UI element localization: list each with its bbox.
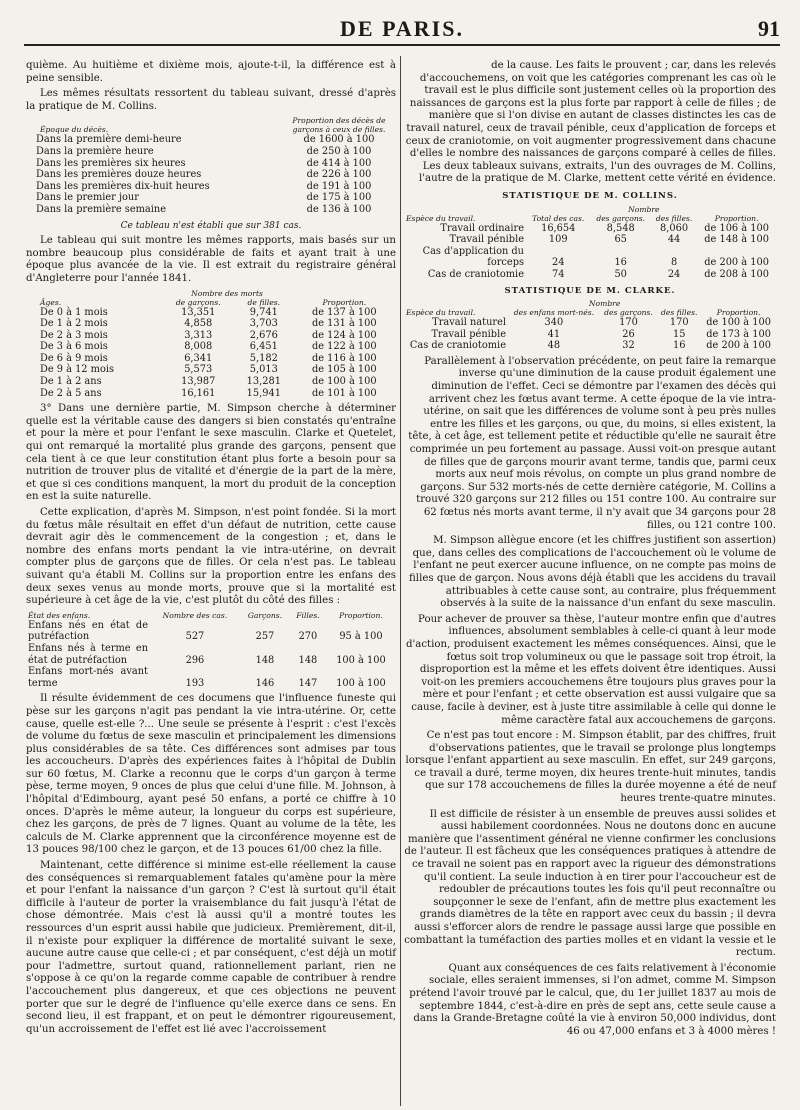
paragraph: Pour achever de prouver sa thèse, l'auteur montre enfin que d'autres influences, absolument semblables à celle-ci quant à leur mode d'action, produisent exactement les mêmes conséquences. Ainsi, que le fœtus soit trop volumineux ou que le passage soit trop étroit, la disproportion est la même et les effets doivent être identiques. Aussi voit-on les premiers accouchemens être toujours plus graves pour la mère et pour l'enfant ; et cette observation est aussi vulgaire que sa cause, facile à deviner, est à juste titre assimilable à celle qui donne le même caractère fatal aux accouchemens de garçons. [405, 613, 777, 726]
paragraph: Les mêmes résultats ressortent du tableau suivant, dressé d'après la pratique de M. Collins. [26, 88, 396, 112]
table-row: Travail ordinaire 16,654 8,548 8,060 de 106 à 100 [440, 222, 769, 234]
table-clarke-statistics: Nombre Espèce du travail. des enfans mort-nés. des garçons. des filles. Proportion. Travail naturel 340 170 170 de 100 à 100 Travail pénible 41 26 15 de 173 à 100 Cas de craniotomie 48 32 16 de 200 à 100 [404, 299, 776, 352]
table-row: Travail pénible 109 65 44 de 148 à 100 [449, 234, 769, 246]
table-row: Enfans mort-nés avant terme 193 146 147 100 à 100 [28, 666, 386, 689]
paragraph: Ce n'est pas tout encore : M. Simpson établit, par des chiffres, fruit d'observations patientes, que le travail se prolonge plus longtemps lorsque l'enfant appartient au sexe masculin. En effet, sur 249 garçons, ce travail a duré, terme moyen, dix heures trente-huit minutes, tandis que sur 178 accouchemens de filles la durée moyenne a été de neuf heures trente-quatre minutes. [405, 730, 776, 805]
table-row: Cas de craniotomie 74 50 24 de 208 à 100 [427, 268, 769, 280]
paragraph: Maintenant, cette différence si minime est-elle réellement la cause des conséquences si remarquablement fatales qu'amène pour la mère et pour l'enfant la naissance d'un garçon ? C'est là surtout qu'il était difficile à l'auteur de porter la vraisemblance du fait jusqu'à l'état de chose démontrée. Mais c'est là aussi qu'il a montré toutes les ressources d'un esprit aussi habile que judicieux. Premièrement, dit-il, il n'existe pour expliquer la différence de mortalité suivant le sexe, aucune autre cause que celle-ci ; et par conséquent, c'est déjà un motif pour l'admettre, surtout quand, rationnellement parlant, rien ne s'oppose à ce qu'on la regarde comme capable de contribuer à rendre l'accouchement plus dangereux, et que ces objections ne peuvent porter que sur le degré de l'influence qu'elle exerce dans ce sens. En second lieu, il est frappant, et on peut le démontrer rigoureusement, qu'un accroissement de l'effet est lié avec l'accroissement [26, 860, 396, 1035]
table-row: Enfans nés à terme en état de putréfaction 296 148 148 100 à 100 [28, 642, 386, 666]
table-row: Dans les premières dix-huit heures de 191 à 100 [36, 180, 372, 192]
table-row: Travail naturel 340 170 170 de 100 à 100 [432, 317, 771, 329]
column-divider [400, 56, 401, 1106]
table-group-header: Nombre des morts [191, 288, 263, 298]
paragraph: Il est difficile de résister à un ensemble de preuves aussi solides et aussi habilement coordonnées. Nous ne doutons donc en aucune manière que l'assentiment général ne vienne confirmer les conclusions de l'auteur. Il est fâcheux que les conséquences pratiques à attendre de ce travail ne soient pas en rapport avec la rigueur des démonstrations qu'il contient. La seule induction à en tirer pour l'accoucheur est de redoubler de précautions toutes les fois qu'il peut reconnaître ou soupçonner le sexe de l'enfant, afin de mettre plus exactement les grands diamètres de la tête en rapport avec ceux du bassin ; il devra aussi s'efforcer alors de rendre le passage aussi large que possible en combattant la tuméfaction des parties molles et en vidant la vessie et le rectum. [404, 808, 776, 959]
table-row: Dans les premières six heures de 414 à 100 [36, 157, 372, 169]
table-group-header: Nombre [628, 204, 660, 214]
page-number: 91 [758, 16, 780, 41]
table-row: Travail pénible 41 26 15 de 173 à 100 [431, 328, 771, 340]
table-row: Dans la première heure de 250 à 100 [36, 145, 372, 157]
right-column [404, 60, 776, 1041]
paragraph: Le tableau qui suit montre les mêmes rapports, mais basés sur un nombre beaucoup plus considérable de faits et ayant trait à une époque plus avancée de la vie. Il est extrait du registraire général d'Angleterre pour l'année 1841. [26, 235, 396, 284]
table-deaths-by-age: Nombre des morts Âges. de garçons. de filles. Proportion. De 0 à 1 mois 13,351 9,741 de 137 à 100 De 1 à 2 mois 4,858 3,703 de 131 à 100 De 2 à 3 mois 3,313 2,676 de 124 à 100 De 3 à 6 mois 8,008 6,451 de 122 à 100 De 6 à 9 mois 6,341 5,182 de 116 à 100 De 9 à 12 mois 5,573 5,013 de 105 à 100 De 1 à 2 ans 13,987 13,281 de 100 à 100 De 2 à 5 ans 16,161 15,941 de 101 à 100 [26, 289, 396, 400]
table-row: Dans la première semaine de 136 à 100 [36, 203, 372, 215]
table-stillbirths: État des enfans. Nombre des cas. Garçons. Filles. Proportion. Enfans nés en état de putréfaction 527 257 270 95 à 100 Enfans nés à terme en état de putréfaction 296 148 148 100 à 100 Enfans mort-nés avant terme 193 146 147 100 à 100 [26, 611, 396, 690]
table-row: Cas de craniotomie 48 32 16 de 200 à 100 [409, 340, 771, 352]
table-row: Dans les premières douze heures de 226 à 100 [36, 169, 372, 181]
table-row: De 2 à 5 ans 16,161 15,941 de 101 à 100 [40, 387, 377, 399]
table-header: Proportion des décès de garçons à ceux de filles. [292, 116, 386, 135]
table-row: De 1 à 2 ans 13,987 13,281 de 100 à 100 [40, 376, 377, 388]
table-row: De 2 à 3 mois 3,313 2,676 de 124 à 100 [40, 329, 377, 341]
table-row: Dans la première demi-heure de 1600 à 100 [36, 134, 375, 146]
table-deaths-by-epoch [26, 116, 396, 215]
table-row: Dans le premier jour de 175 à 100 [36, 192, 372, 204]
table-collins-statistics: Nombre Espèce du travail. Total des cas. des garçons. des filles. Proportion. Travail ordinaire 16,654 8,548 8,060 de 106 à 100 Travail pénible 109 65 44 de 148 à 100 Cas d'application du forceps 24 16 8 de 200 à 100 Cas de craniotomie 74 50 24 de 208 à 100 [404, 205, 776, 281]
table-row: De 3 à 6 mois 8,008 6,451 de 122 à 100 [40, 341, 377, 353]
page-header [24, 14, 780, 46]
paragraph: Cette explication, d'après M. Simpson, n'est point fondée. Si la mort du fœtus mâle résultait en effet d'un défaut de nutrition, cette cause devrait agir dès le commencement de la congestion ; et, dans le nombre des enfans morts pendant la vie intra-utérine, on devrait compter plus de garçons que de filles. Or cela n'est pas. Le tableau suivant qu'a établi M. Collins sur la proportion entre les enfans des deux sexes venus au monde morts, prouve que si la mortalité est supérieure à cet âge de la vie, c'est plutôt du côté des filles : [26, 507, 396, 607]
paragraph: M. Simpson allègue encore (et les chiffres justifient son assertion) que, dans celles des complications de l'accouchement où le volume de l'enfant ne peut exercer aucune influence, on ne compte pas moins de filles que de garçon. Nous avons déjà établi que les accidens du travail attribuables à cette cause sont, au contraire, plus fréquemment observés à la suite de la naissance d'un enfant du sexe masculin. [409, 535, 776, 610]
table-title: STATISTIQUE DE M. COLLINS. [502, 190, 678, 201]
masthead-title: DE PARIS. [340, 16, 464, 41]
table-row: De 6 à 9 mois 6,341 5,182 de 116 à 100 [40, 352, 377, 364]
table-header: Époque du décès. [40, 125, 109, 135]
table-row: Enfans nés en état de putréfaction 527 257 270 95 à 100 [28, 619, 383, 643]
paragraph: 3° Dans une dernière partie, M. Simpson cherche à déterminer quelle est la véritable cause des dangers si bien constatés qu'entraîne et pour la mère et pour l'enfant le sexe masculin. Clarke et Quetelet, qui ont remarqué la mortalité plus grande des garçons, pensent que cela tient à ce que leur constitution étant plus forte a besoin pour sa nutrition de trouver plus de vitalité et d'énergie de la part de la mère, et que si ces conditions manquent, la mort du produit de la conception en est la suite naturelle. [26, 403, 396, 503]
paragraph: Parallèlement à l'observation précédente, on peut faire la remarque inverse qu'une diminution de la cause produit également une diminution de l'effet. Ceci se démontre par l'examen des décès qui arrivent chez les fœtus avant terme. A cette époque de la vie intra-utérine, on sait que les différences de volume sont à peu près nulles entre les filles et les garçons, ou que, du moins, si elles existent, la tête, à cet âge, est tellement petite et réductible qu'elle ne saurait être comprimée un peu fortement au passage. Aussi voit-on presque autant de filles que de garçons mourir avant terme, tandis que, parmi ceux morts aux neuf mois révolus, on compte un plus grand nombre de garçons. Sur 532 morts-nés de cette dernière catégorie, M. Collins a trouvé 320 garçons sur 212 filles ou 151 contre 100. Au contraire sur 62 fœtus nés morts avant terme, il n'y avait que 34 garçons pour 28 filles, ou 121 contre 100. [408, 355, 776, 531]
paragraph: quième. Au huitième et dixième mois, ajoute-t-il, la différence est à peine sensible. [26, 60, 396, 84]
table-row: De 9 à 12 mois 5,573 5,013 de 105 à 100 [40, 364, 377, 376]
paragraph: Il résulte évidemment de ces documens que l'influence funeste qui pèse sur les garçons n'agit pas pendant la vie intra-utérine. Or, cette cause, quelle est-elle ?... Une seule se présente à l'esprit : c'est l'excès de volume du fœtus de sexe masculin et principalement les dimensions plus considérables de sa tête. Ces différences sont admises par tous les accoucheurs. D'après des expériences faites à l'hôpital de Dublin sur 60 fœtus, M. Clarke a reconnu que le corps d'un garçon à terme pèse, terme moyen, 9 onces de plus que celui d'une fille. M. Johnson, à l'hôpital d'Edimbourg, ayant pesé 50 enfans, a porté ce chiffre à 10 onces. D'après le même auteur, la longueur du corps est supérieure, chez les garçons, de près de 7 lignes. Quant au volume de la tête, les calculs de M. Clarke apprennent que la circonférence moyenne est de 13 pouces 98/100 chez le garçon, et de 13 pouces 61/00 chez la fille. [26, 693, 396, 856]
table-group-header: Nombre [588, 299, 621, 309]
table-row: Cas d'application du forceps 24 16 8 de 200 à 100 [422, 245, 769, 269]
paragraph: de la cause. Les faits le prouvent ; car, dans les relevés d'accouchemens, on voit que les catégories comprenant les cas où le travail est le plus difficile sont justement celles où la proportion des naissances de garçons est la plus forte par rapport à celle de filles ; de manière que si l'on divise en autant de classes distinctes les cas de travail naturel, ceux de travail pénible, ceux d'application de forceps et ceux de craniotomie, on voit augmenter progressivement dans chacune d'elles le nombre des naissances de garçons comparé à celles de filles. Les deux tableaux suivans, extraits, l'un des ouvrages de M. Collins, l'autre de la pratique de M. Clarke, mettent cette vérité en évidence. [405, 60, 776, 185]
table-row: De 0 à 1 mois 13,351 9,741 de 137 à 100 [40, 306, 377, 318]
table-caption: Ce tableau n'est établi que sur 381 cas. [120, 220, 302, 231]
paragraph: Quant aux conséquences de ces faits relativement à l'économie sociale, elles seraient immenses, si l'on admet, comme M. Simpson prétend l'avoir trouvé par le calcul, que, du 1er juillet 1837 au mois de septembre 1844, c'est-à-dire en près de sept ans, cette seule cause a dans la Grande-Bretagne coûté la vie à environ 50,000 individus, dont 46 ou 47,000 enfans et 3 à 4000 mères ! [409, 962, 776, 1037]
table-title: STATISTIQUE DE M. CLARKE. [504, 285, 676, 296]
left-column [26, 60, 396, 1039]
table-row: De 1 à 2 mois 4,858 3,703 de 131 à 100 [40, 318, 377, 330]
